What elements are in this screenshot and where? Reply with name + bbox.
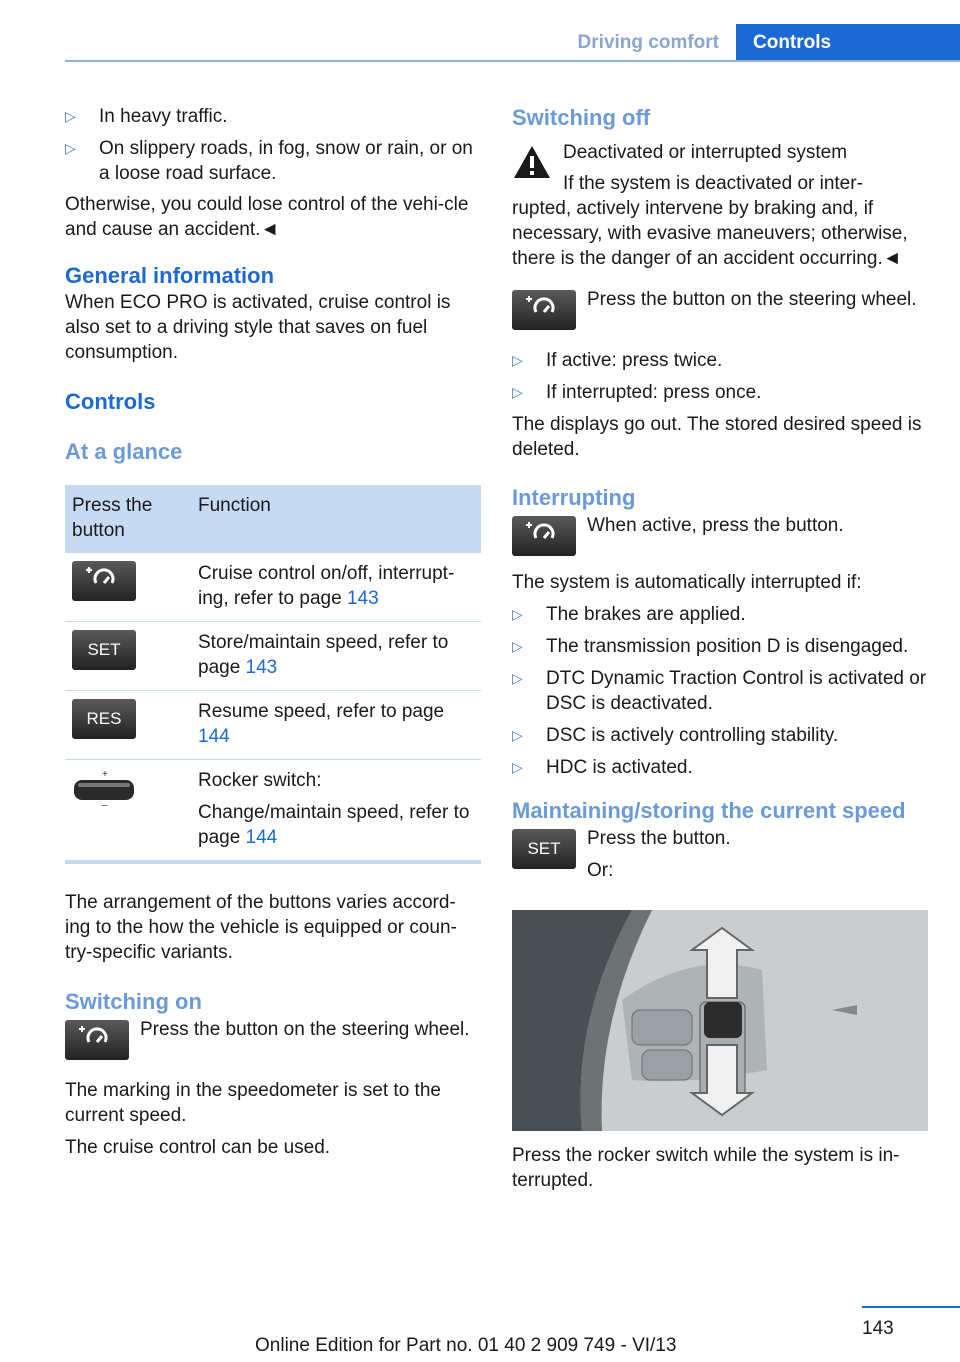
left-column [65, 104, 481, 1160]
table-row [65, 622, 481, 691]
or-text: Or: [587, 860, 614, 881]
general-info-text: When ECO PRO is activated, cruise control is also set to a driving style that saves on fuel consumption. [65, 292, 451, 363]
table-cell-text: Resume speed, refer to page [198, 701, 445, 722]
bullet-text: DTC Dynamic Traction Control is activated or DSC is deactivated. [546, 668, 927, 714]
list-item [65, 136, 481, 186]
bullet-triangle-icon: ▷ [512, 727, 523, 743]
interrupting-heading: Interrupting [512, 485, 636, 510]
header-section-tab[interactable]: Driving comfort [577, 32, 719, 53]
interrupting-block [512, 516, 928, 556]
warning-title: Deactivated or interrupted system [563, 142, 848, 163]
list-item [512, 755, 928, 780]
maintain-text: Press the button. [587, 828, 731, 849]
cruise-control-button-icon [72, 561, 136, 601]
right-column [512, 104, 928, 1193]
list-item [512, 380, 928, 405]
page-link[interactable]: 143 [346, 588, 379, 609]
maintain-block [512, 829, 928, 883]
list-item [512, 348, 928, 373]
bullet-text: If active: press twice. [546, 350, 723, 371]
bullet-triangle-icon: ▷ [512, 352, 523, 368]
table-header-function: Function [191, 485, 481, 553]
displays-text: The displays go out. The stored desired speed is deleted. [512, 414, 922, 460]
warning-block [512, 140, 928, 271]
interrupting-text: When active, press the button. [587, 515, 844, 536]
set-button-icon: SET [72, 630, 136, 670]
set-button-icon: SET [512, 829, 576, 869]
table-row [65, 553, 481, 622]
table-header-button: Press the button [65, 485, 191, 553]
switching-on-heading: Switching on [65, 989, 202, 1014]
footer-edition: Online Edition for Part no. 01 40 2 909 749 - VI/13 [255, 1335, 677, 1356]
cruise-control-button-icon [512, 290, 576, 330]
header-chapter-tab[interactable]: Controls [736, 24, 960, 62]
page-link[interactable]: 144 [198, 726, 230, 747]
bullet-triangle-icon: ▷ [65, 140, 76, 156]
footer-rule [862, 1306, 960, 1308]
table-cell-text: Store/maintain speed, refer to page [198, 632, 449, 678]
warning-text-first: If the system is deactivated or inter‐ [563, 173, 863, 194]
table-row [65, 760, 481, 863]
switching-on-text: Press the button on the steering wheel. [140, 1019, 470, 1040]
general-info-heading: General information [65, 263, 275, 288]
maintaining-heading: Maintaining/storing the current speed [512, 798, 906, 823]
bullet-text: The brakes are applied. [546, 604, 746, 625]
bullet-text: On slippery roads, in fog, snow or rain, or on a loose road surface. [99, 138, 473, 184]
bullet-triangle-icon: ▷ [512, 384, 523, 400]
list-item [512, 634, 928, 659]
svg-text:+: + [102, 769, 108, 780]
svg-text:–: – [102, 800, 108, 808]
marking-text: The marking in the speedometer is set to the current speed. [65, 1080, 441, 1126]
press-button-text: Press the button on the steering wheel. [587, 289, 917, 310]
at-a-glance-heading: At a glance [65, 439, 183, 464]
page-link[interactable]: 144 [245, 827, 278, 848]
auto-interrupt-text: The system is automatically interrupted if: [512, 572, 862, 593]
list-item [512, 602, 928, 627]
table-cell-text: Rocker switch: [198, 770, 322, 791]
steering-wheel-rocker-photo [512, 910, 928, 1131]
warning-icon [512, 144, 552, 187]
bullet-triangle-icon: ▷ [65, 108, 76, 124]
header-rule [65, 60, 960, 62]
list-item [65, 104, 481, 129]
switching-on-block [65, 1020, 481, 1060]
controls-table [65, 485, 481, 864]
list-item [512, 723, 928, 748]
switching-off-heading: Switching off [512, 105, 651, 130]
res-button-icon: RES [72, 699, 136, 739]
cruise-usable-text: The cruise control can be used. [65, 1137, 331, 1158]
table-cell-text: Cruise control on/off, interrupt‐ing, refer to page [198, 563, 455, 609]
rocker-switch-icon [72, 768, 136, 808]
page-number: 143 [862, 1318, 894, 1339]
cruise-control-button-icon [512, 516, 576, 556]
rocker-text: Press the rocker switch while the system is in‐terrupted. [512, 1145, 900, 1191]
warning-end-text: Otherwise, you could lose control of the vehi‐cle and cause an accident.◄ [65, 194, 469, 240]
press-button-block [512, 290, 928, 330]
page-link[interactable]: 143 [245, 657, 278, 678]
bullet-text: If interrupted: press once. [546, 382, 762, 403]
bullet-text: In heavy traffic. [99, 106, 228, 127]
bullet-text: HDC is activated. [546, 757, 693, 778]
bullet-triangle-icon: ▷ [512, 759, 523, 775]
arrangement-text: The arrangement of the buttons varies accord‐ing to the how the vehicle is equipped or coun‐try-specific variants. [65, 892, 457, 963]
table-row [65, 691, 481, 760]
warning-text: rupted, actively intervene by braking and, if necessary, with evasive maneuvers; otherwise, there is the danger of an accident occurring.◄ [512, 198, 908, 269]
bullet-triangle-icon: ▷ [512, 670, 523, 686]
bullet-text: DSC is actively controlling stability. [546, 725, 839, 746]
cruise-control-button-icon [65, 1020, 129, 1060]
table-cell-text: Change/maintain speed, refer to page [198, 802, 470, 848]
controls-heading: Controls [65, 389, 156, 414]
bullet-triangle-icon: ▷ [512, 638, 523, 654]
bullet-triangle-icon: ▷ [512, 606, 523, 622]
bullet-text: The transmission position D is disengaged. [546, 636, 909, 657]
list-item [512, 666, 928, 716]
